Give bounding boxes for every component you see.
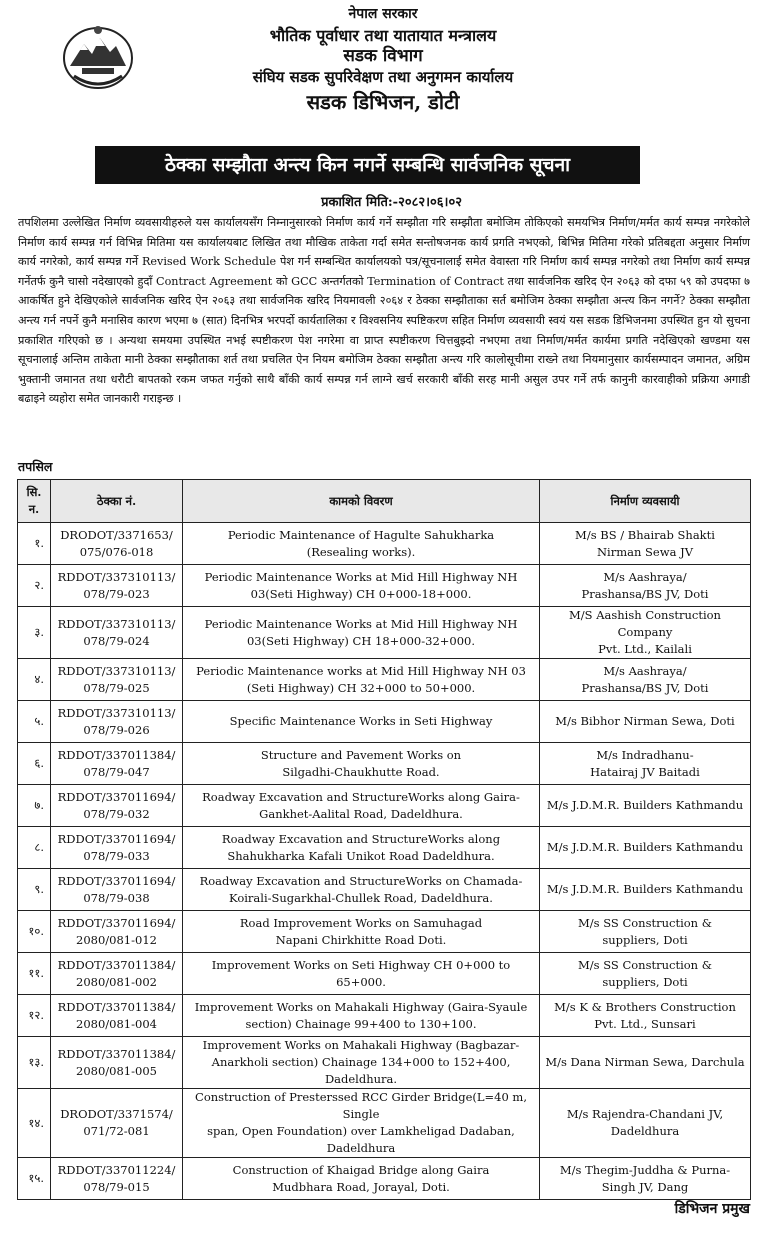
serial-number-cell: ८. <box>18 827 51 869</box>
contractor-cell: M/s Bibhor Nirman Sewa, Doti <box>540 701 751 743</box>
table-row <box>18 911 751 953</box>
contract-number-cell: RDDOT/337310113/ 078/79-025 <box>51 659 183 701</box>
table-row <box>18 995 751 1037</box>
contractor-cell: M/s J.D.M.R. Builders Kathmandu <box>540 827 751 869</box>
table-row <box>18 785 751 827</box>
contract-number-cell: RDDOT/337011694/ 078/79-033 <box>51 827 183 869</box>
contractor-cell: M/S Aashish Construction Company Pvt. Ltd., Kailali <box>540 607 751 659</box>
contractor-cell: M/s Rajendra-Chandani JV, Dadeldhura <box>540 1089 751 1158</box>
serial-number-cell: ९. <box>18 869 51 911</box>
work-description-cell: Periodic Maintenance Works at Mid Hill Highway NH 03(Seti Highway) CH 18+000-32+000. <box>183 607 540 659</box>
contract-number-cell: DRODOT/3371574/ 071/72-081 <box>51 1089 183 1158</box>
table-row <box>18 1158 751 1200</box>
contractor-cell: M/s Aashraya/ Prashansa/BS JV, Doti <box>540 565 751 607</box>
work-description-cell: Roadway Excavation and StructureWorks along Gaira- Gankhet-Aalital Road, Dadeldhura. <box>183 785 540 827</box>
table-row <box>18 1089 751 1158</box>
signature-division-chief: डिभिजन प्रमुख <box>674 1201 750 1217</box>
serial-number-cell: १०. <box>18 911 51 953</box>
serial-number-cell: ४. <box>18 659 51 701</box>
serial-number-cell: ७. <box>18 785 51 827</box>
work-description-cell: Periodic Maintenance Works at Mid Hill Highway NH 03(Seti Highway) CH 0+000-18+000. <box>183 565 540 607</box>
column-header-work-description: कामको विवरण <box>183 480 540 523</box>
serial-number-cell: १. <box>18 523 51 565</box>
table-row <box>18 1037 751 1089</box>
contract-number-cell: RDDOT/337011384/ 2080/081-002 <box>51 953 183 995</box>
notice-title-banner: ठेक्का सम्झौता अन्त्य किन नगर्ने सम्बन्धि सार्वजनिक सूचना <box>95 146 640 184</box>
work-description-cell: Improvement Works on Mahakali Highway (Gaira-Syaule section) Chainage 99+400 to 130+100. <box>183 995 540 1037</box>
contractor-cell: M/s SS Construction & suppliers, Doti <box>540 911 751 953</box>
serial-number-cell: ५. <box>18 701 51 743</box>
table-row <box>18 607 751 659</box>
column-header-contractor: निर्माण व्यवसायी <box>540 480 751 523</box>
contractor-cell: M/s J.D.M.R. Builders Kathmandu <box>540 785 751 827</box>
serial-number-cell: १२. <box>18 995 51 1037</box>
department-name: सडक विभाग <box>343 46 423 66</box>
table-header-row <box>18 480 751 523</box>
publish-date: प्रकाशित मिति:-२०८२।०६।०२ <box>321 195 462 210</box>
work-description-cell: Construction of Presterssed RCC Girder Bridge(L=40 m, Single span, Open Foundation) over Lamkheligad Dadaban, Dadeldhura <box>183 1089 540 1158</box>
table-row <box>18 827 751 869</box>
work-description-cell: Roadway Excavation and StructureWorks on Chamada- Koirali-Sugarkhal-Chullek Road, Dadeldhura. <box>183 869 540 911</box>
serial-number-cell: १३. <box>18 1037 51 1089</box>
contract-number-cell: RDDOT/337011224/ 078/79-015 <box>51 1158 183 1200</box>
column-header-contract-no: ठेक्का नं. <box>51 480 183 523</box>
contract-number-cell: RDDOT/337011694/ 2080/081-012 <box>51 911 183 953</box>
contract-number-cell: RDDOT/337011384/ 2080/081-005 <box>51 1037 183 1089</box>
work-description-cell: Specific Maintenance Works in Seti Highway <box>183 701 540 743</box>
contract-number-cell: RDDOT/337011384/ 078/79-047 <box>51 743 183 785</box>
serial-number-cell: ३. <box>18 607 51 659</box>
table-title: तपसिल <box>18 459 53 474</box>
government-name: नेपाल सरकार <box>348 6 418 22</box>
contracts-table <box>17 479 751 1200</box>
contractor-cell: M/s Dana Nirman Sewa, Darchula <box>540 1037 751 1089</box>
contractor-cell: M/s Thegim-Juddha & Purna- Singh JV, Dang <box>540 1158 751 1200</box>
work-description-cell: Roadway Excavation and StructureWorks along Shahukharka Kafali Unikot Road Dadeldhura. <box>183 827 540 869</box>
contract-number-cell: RDDOT/337310113/ 078/79-023 <box>51 565 183 607</box>
serial-number-cell: ६. <box>18 743 51 785</box>
table-row <box>18 869 751 911</box>
contractor-cell: M/s BS / Bhairab Shakti Nirman Sewa JV <box>540 523 751 565</box>
table-row <box>18 953 751 995</box>
table-row <box>18 523 751 565</box>
contractor-cell: M/s Indradhanu- Hatairaj JV Baitadi <box>540 743 751 785</box>
contractor-cell: M/s SS Construction & suppliers, Doti <box>540 953 751 995</box>
contractor-cell: M/s K & Brothers Construction Pvt. Ltd., Sunsari <box>540 995 751 1037</box>
contract-number-cell: RDDOT/337011694/ 078/79-032 <box>51 785 183 827</box>
serial-number-cell: १४. <box>18 1089 51 1158</box>
work-description-cell: Periodic Maintenance of Hagulte Sahukharka (Resealing works). <box>183 523 540 565</box>
serial-number-cell: २. <box>18 565 51 607</box>
letterhead <box>0 4 766 113</box>
work-description-cell: Periodic Maintenance works at Mid Hill Highway NH 03 (Seti Highway) CH 32+000 to 50+000. <box>183 659 540 701</box>
division-office-name: सडक डिभिजन, डोटी <box>306 90 460 114</box>
table-row <box>18 743 751 785</box>
table-row <box>18 659 751 701</box>
work-description-cell: Construction of Khaigad Bridge along Gaira Mudbhara Road, Jorayal, Doti. <box>183 1158 540 1200</box>
monitoring-office-name: संघिय सडक सुपरिवेक्षण तथा अनुगमन कार्यालय <box>252 68 514 86</box>
contract-number-cell: RDDOT/337011694/ 078/79-038 <box>51 869 183 911</box>
work-description-cell: Road Improvement Works on Samuhagad Napani Chirkhitte Road Doti. <box>183 911 540 953</box>
contract-number-cell: DRODOT/3371653/ 075/076-018 <box>51 523 183 565</box>
contract-number-cell: RDDOT/337310113/ 078/79-026 <box>51 701 183 743</box>
table-row <box>18 565 751 607</box>
contract-number-cell: RDDOT/337310113/ 078/79-024 <box>51 607 183 659</box>
serial-number-cell: १५. <box>18 1158 51 1200</box>
column-header-serial: सि. न. <box>18 480 51 523</box>
notice-body-paragraph: तपशिलमा उल्लेखित निर्माण व्यवसायीहरुले यस कार्यालयसँग निम्नानुसारको निर्माण कार्य गर्ने सम्झौता गरि सम्झौता बमोजिम तोकिएको समयभित्र निर्माण/मर्मत कार्य सम्पन्न नगरेकोले निर्माण कार्य सम्पन्न गर्न विभिन्न मितिमा यस कार्यालयबाट लिखित तथा मौखिक ताकेता गर्दा समेत सन्तोषजनक कार्य प्रगति नभएको, बिभिन्न मितिमा गरेको प्रतिबद्दता अनुसार निर्माण कार्य नगरेको, कार्य सम्पन्न गर्ने Revised Work Schedule पेश गर्न सम्बन्धित कार्यालयको पत्र/सूचनालाई समेत वेवास्ता गरि निर्माण कार्य सम्पन्न नगरेको तथा निर्माण कार्य सम्पन्न गर्नेतर्फ कुनै चासो नदेखाएको हुदाँ Contract Agreement को GCC अन्तर्गतको Termination of Contract तथा सार्वजनिक खरिद ऐन २०६३ को दफा ५९ को उपदफा ७ आकर्षित हुने देखिएकोले सार्वजनिक खरिद ऐन २०६३ तथा सार्वजनिक खरिद नियमावली २०६४ र ठेक्का सम्झौताका सर्त बमोजिम ठेक्का सम्झौता अन्त्य किन नगर्ने? ठेक्का सम्झौता अन्त्य गर्न नपर्ने कुनै मनासिव कारण भएमा ७ (सात) दिनभित्र भरपर्दो कार्यतालिका र विश्वसनिय स्पष्टिकरण सहित निर्माण व्यवसायी स्वयं यस सडक डिभिजनमा उपस्थित हुन यो सुचना प्रकाशित गरिएको छ । अन्यथा समयमा उपस्थित नभई स्पष्टीकरण पेश नगरेमा वा प्राप्त स्पष्टीकरण चित्तबुझ्दो नभएमा तथा निर्माण/मर्मत कार्यमा प्रगति नदेखिएको खण्डमा यस सूचनालाई अन्तिम ताकेता मानी ठेक्का सम्झौताका शर्त तथा प्रचलित ऐन नियम बमोजिम ठेक्का सम्झौता अन्त्य गरि कालोसूचीमा राख्ने तथा नियमानुसार कार्यसम्पादन जमानत, अग्रिम भुक्तानी जमानत तथा धरौटी बापतको रकम जफत गर्नुको साथै बाँकी कार्य सम्पन्न गर्न लाग्ने खर्च सरकारी बाँकी सरह मानी असुल उपर गर्ने तर्फ कानुनी कारवाहीको प्रक्रिया अगाडी बढाइने व्यहोरा समेत जानकारी गराइन्छ । <box>18 216 750 406</box>
contractor-cell: M/s Aashraya/ Prashansa/BS JV, Doti <box>540 659 751 701</box>
contractor-cell: M/s J.D.M.R. Builders Kathmandu <box>540 869 751 911</box>
work-description-cell: Improvement Works on Seti Highway CH 0+000 to 65+000. <box>183 953 540 995</box>
work-description-cell: Structure and Pavement Works on Silgadhi-Chaukhutte Road. <box>183 743 540 785</box>
ministry-name: भौतिक पूर्वाधार तथा यातायात मन्त्रालय <box>269 26 497 45</box>
contract-number-cell: RDDOT/337011384/ 2080/081-004 <box>51 995 183 1037</box>
serial-number-cell: ११. <box>18 953 51 995</box>
table-row <box>18 701 751 743</box>
work-description-cell: Improvement Works on Mahakali Highway (Bagbazar- Anarkholi section) Chainage 134+000 to 152+400, Dadeldhura. <box>183 1037 540 1089</box>
